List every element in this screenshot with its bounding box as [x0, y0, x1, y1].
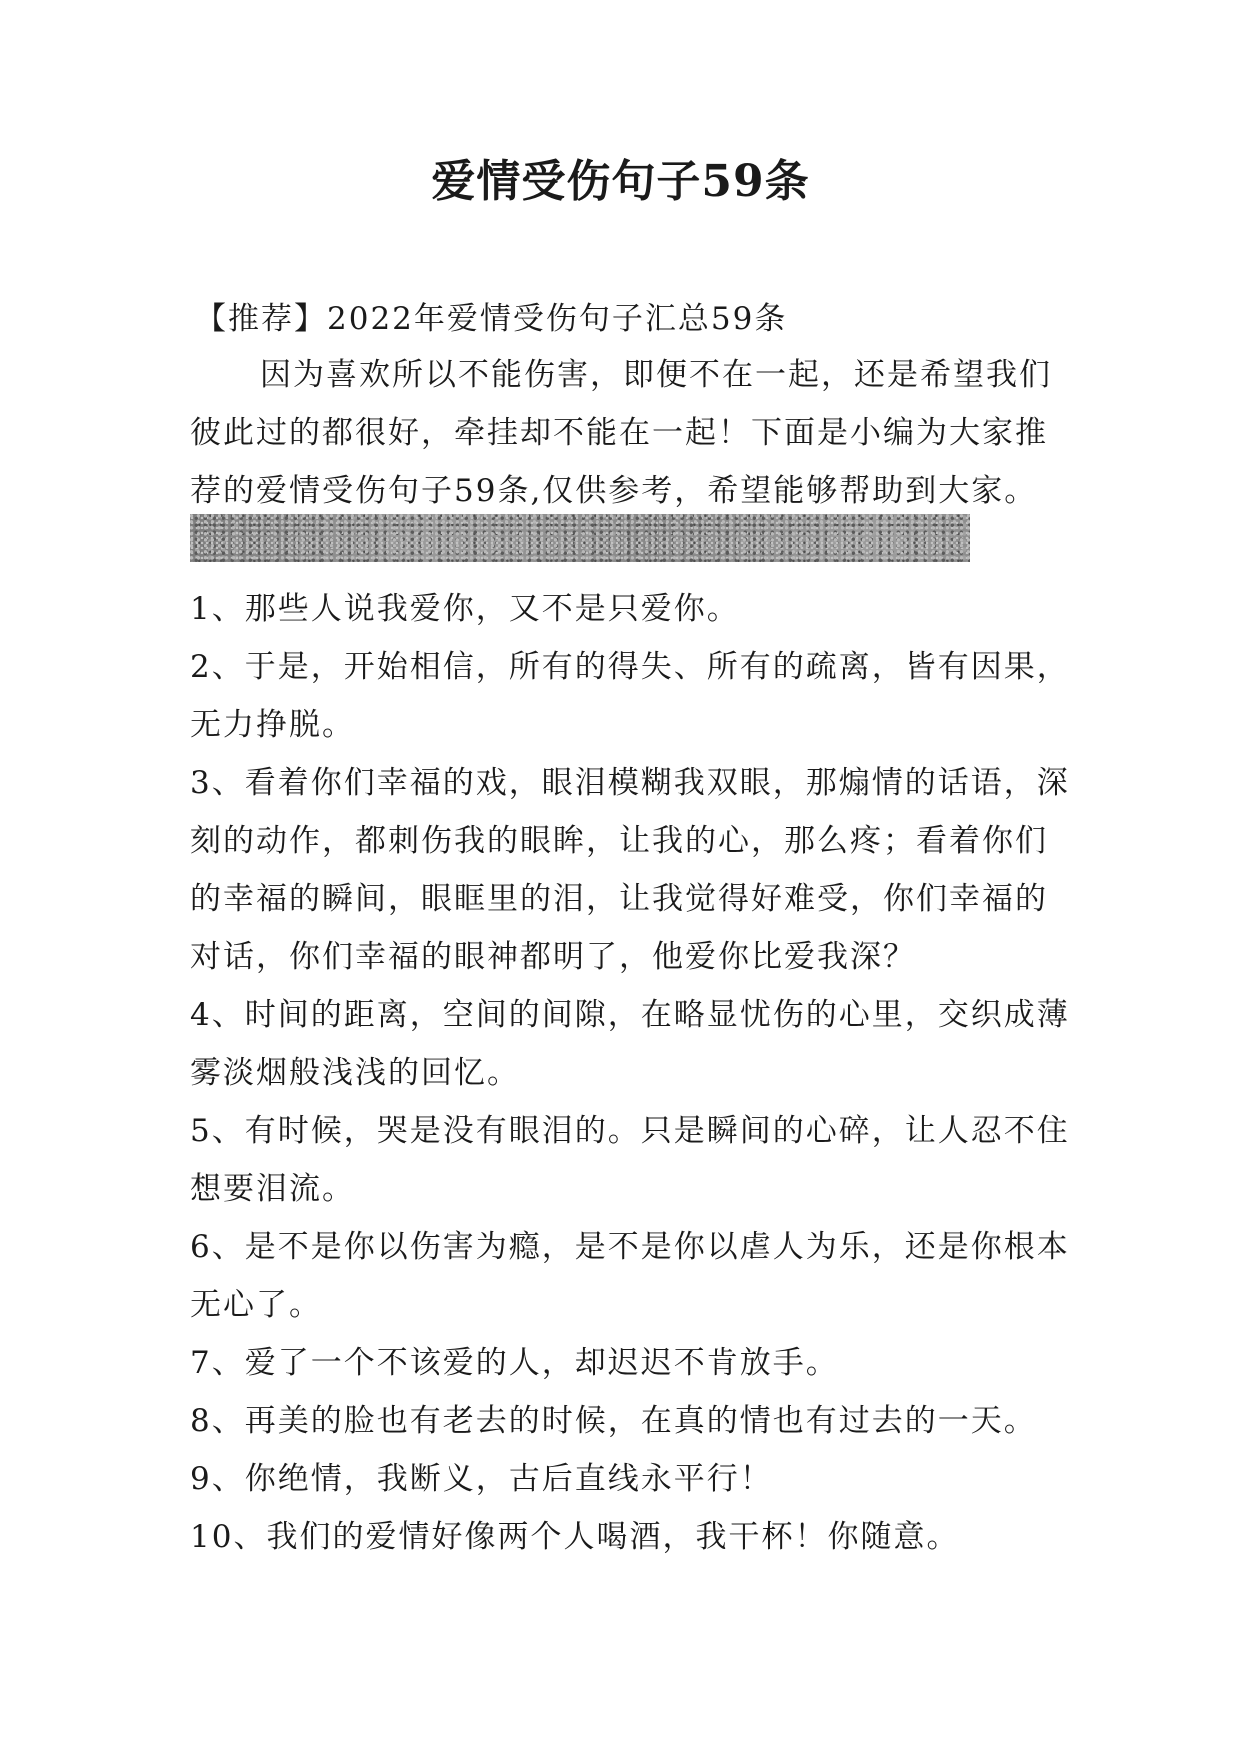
- list-item: 8、再美的脸也有老去的时候，在真的情也有过去的一天。: [190, 1403, 1037, 1439]
- decorative-texture-image: [190, 514, 970, 562]
- list-item: 10、我们的爱情好像两个人喝酒，我干杯！你随意。: [190, 1519, 960, 1555]
- intro-paragraph: 因为喜欢所以不能伤害，即便不在一起，还是希望我们彼此过的都很好，牵挂却不能在一起！下面是小编为大家推荐的爱情受伤句子59条,仅供参考，希望能够帮助到大家。: [190, 357, 1052, 509]
- list-item: 2、于是，开始相信，所有的得失、所有的疏离，皆有因果，无力挣脱。: [190, 649, 1070, 743]
- list-item: 7、爱了一个不该爱的人，却迟迟不肯放手。: [190, 1345, 839, 1381]
- list-item: 4、时间的距离，空间的间隙，在略显忧伤的心里，交织成薄雾淡烟般浅浅的回忆。: [190, 997, 1070, 1091]
- list-item: 1、那些人说我爱你，又不是只爱你。: [190, 591, 740, 627]
- list-item: 9、你绝情，我断义，古后直线永平行！: [190, 1461, 773, 1497]
- document-subtitle: 【推荐】2022年爱情受伤句子汇总59条: [195, 301, 788, 337]
- list-item: 5、有时候，哭是没有眼泪的。只是瞬间的心碎，让人忍不住想要泪流。: [190, 1113, 1070, 1207]
- sentence-list: [190, 580, 1070, 1566]
- list-item: 3、看着你们幸福的戏，眼泪模糊我双眼，那煽情的话语，深刻的动作，都刺伤我的眼眸，让我的心，那么疼；看着你们的幸福的瞬间，眼眶里的泪，让我觉得好难受，你们幸福的对话，你们幸福的眼神都明了，他爱你比爱我深？: [190, 765, 1070, 975]
- list-item: 6、是不是你以伤害为瘾，是不是你以虐人为乐，还是你根本无心了。: [190, 1229, 1070, 1323]
- document-title: 爱情受伤句子59条: [431, 156, 810, 207]
